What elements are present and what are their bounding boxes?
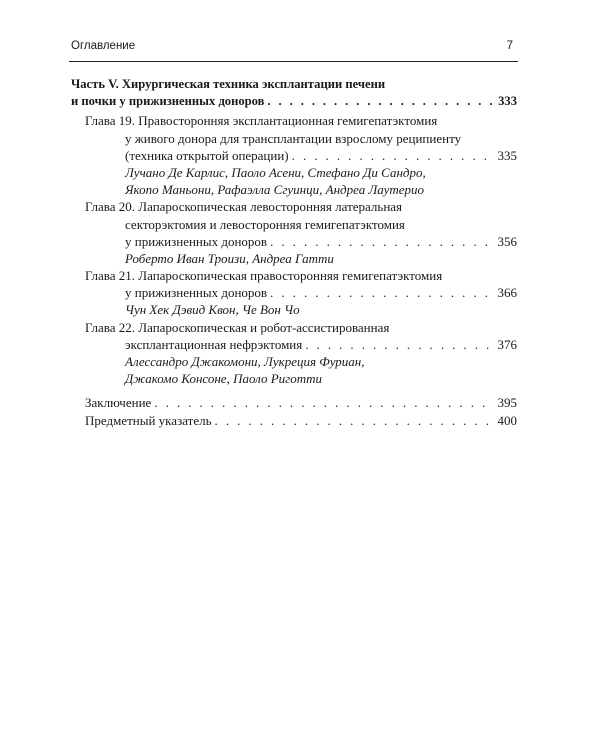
toc-chapter-title-line: Глава 19. Правосторонняя эксплантационная гемигепатэктомия xyxy=(85,113,438,129)
leader-dots xyxy=(292,147,492,164)
leader-dots xyxy=(267,93,492,110)
toc-chapter-title-text: у прижизненных доноров xyxy=(125,285,268,301)
toc-chapter-page: 366 xyxy=(497,285,517,301)
running-header-title: Оглавление xyxy=(71,40,136,52)
header-rule xyxy=(69,61,518,62)
toc-chapter-title-text: у прижизненных доноров xyxy=(125,233,268,249)
toc-chapter-21[interactable] xyxy=(71,267,517,319)
toc-entry-title: Предметный указатель xyxy=(85,412,212,428)
toc-chapter-page: 335 xyxy=(497,147,517,163)
toc-part-title-line-1: Часть V. Хирургическая техника эксплантации печени xyxy=(71,77,386,91)
toc-chapter-title-line: Глава 20. Лапароскопическая левосторонняя латеральная xyxy=(85,199,403,215)
toc-chapter-page: 356 xyxy=(497,233,517,249)
toc-entry-title: Заключение xyxy=(85,395,152,411)
toc-chapter-title-line xyxy=(85,336,517,353)
leader-dots xyxy=(215,412,492,429)
toc-chapter-title-line: Глава 21. Лапароскопическая правосторонняя гемигепатэктомия xyxy=(85,268,443,284)
toc-chapter-22[interactable] xyxy=(71,319,517,388)
toc-chapter-authors: Алессандро Джакомони, Лукреция Фуриан, xyxy=(125,354,365,369)
toc-backmatter xyxy=(71,394,517,428)
toc-part-title-line-2 xyxy=(71,93,517,110)
toc-chapter-title-line xyxy=(85,233,517,250)
toc-chapter-20[interactable] xyxy=(71,198,517,267)
toc-chapter-title-text: (техника открытой операции) xyxy=(125,147,289,163)
toc-chapter-title-line: секторэктомия и левосторонняя гемигепатэктомия xyxy=(125,216,405,232)
leader-dots xyxy=(154,394,492,411)
toc-part-title-line-2-text: и почки у прижизненных доноров xyxy=(71,94,265,109)
toc-chapter-authors: Чун Хек Дэвид Квон, Че Вон Чо xyxy=(125,302,300,318)
toc-chapter-19[interactable] xyxy=(71,112,517,198)
running-header-page-number: 7 xyxy=(506,40,513,52)
toc-chapter-title-line: Глава 22. Лапароскопическая и робот-ассистированная xyxy=(85,319,390,335)
leader-dots xyxy=(270,284,492,301)
toc-chapter-authors: Якопо Маньони, Рафаэлла Сгуинци, Андреа Лаутерио xyxy=(125,182,425,198)
toc-chapter-title-line: у живого донора для трансплантации взрослому реципиенту xyxy=(125,130,462,146)
toc-entry-page: 395 xyxy=(497,395,517,411)
toc-chapter-title-line xyxy=(85,284,517,301)
toc-entry-conclusion[interactable] xyxy=(85,394,517,411)
toc-part-page: 333 xyxy=(498,94,517,109)
toc-chapter-authors: Джакомо Консоне, Паоло Риготти xyxy=(125,371,323,387)
table-of-contents xyxy=(71,76,517,429)
leader-dots xyxy=(270,233,492,250)
toc-entry-subject-index[interactable] xyxy=(85,412,517,429)
toc-chapter-authors: Роберто Иван Троизи, Андреа Гатти xyxy=(125,250,334,266)
toc-chapter-title-text: эксплантационная нефрэктомия xyxy=(125,336,303,352)
toc-entry-page: 400 xyxy=(497,412,517,428)
leader-dots xyxy=(305,336,492,353)
running-header xyxy=(69,38,517,58)
toc-chapter-page: 376 xyxy=(497,336,517,352)
toc-chapter-title-line xyxy=(85,147,517,164)
toc-chapter-authors: Лучано Де Карлис, Паоло Асени, Стефано Ди Сандро, xyxy=(125,164,426,180)
toc-part-5[interactable] xyxy=(71,76,517,110)
